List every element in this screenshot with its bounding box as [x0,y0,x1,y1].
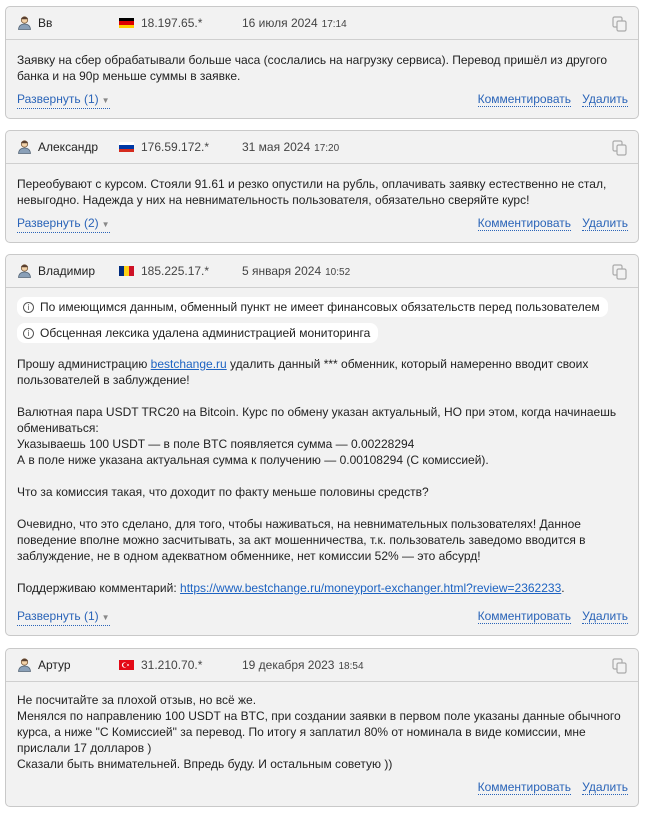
user-icon [17,15,32,30]
review-footer [17,780,628,796]
comment-link[interactable]: Комментировать [477,92,571,106]
info-icon: i [23,302,34,313]
delete-link[interactable]: Удалить [582,216,628,230]
user-icon [17,263,32,278]
author-name: Александр [38,140,99,154]
copy-icon[interactable] [612,140,628,156]
notice-badge: i Обсценная лексика удалена администрацией мониторинга [17,323,378,343]
review-date: 31 мая 2024 17:20 [242,140,340,154]
review-card [5,130,639,243]
review-link[interactable]: https://www.bestchange.ru/moneyport-exchanger.html?review=2362233 [180,581,562,595]
review-text: i По имеющимся данным, обменный пункт не имеет финансовых обязательств перед пользователем i Обсценная лексика удалена администрацией мониторинга Прошу администрацию bestchange.ru удалить данный *** обменник, который намеренно вводит своих пользователей в заблуждение! Валютная пара USDT TRC20 на Bitcoin. Курс по обмену указан актуальный, НО при этом, когда начинаешь обмениваться: Указываешь 100 USDT — в поле BTC появляется сумма — 0.00228294 А в поле ниже указана актуальная сумма к получению — 0.00108294 (С комиссией). Что за комиссия такая, что доходит по факту меньше половины средств? Очевидно, что это сделано, для того, чтобы наживаться, на невнимательных пользователях! Данное поведение вполне можно засчитывать, за акт мошенничества, т.к. пользователь заведомо вводится в заблуждение, не в одном адекватном обменнике, нет комиссии 52% — это абсурд! Поддерживаю комментарий: https://www.bestchange.ru/moneyport-exchanger.html?review=2362233. [17,297,628,596]
author-name: Артур [38,658,71,672]
review-footer [17,609,628,625]
review-time: 17:14 [321,19,347,30]
copy-icon[interactable] [612,658,628,674]
review-time: 18:54 [338,661,364,672]
copy-icon[interactable] [612,264,628,280]
user-icon [17,139,32,154]
author-name: Владимир [38,264,96,278]
review-footer [17,92,628,108]
author-ip: 31.210.70.* [141,658,203,672]
chevron-down-icon: ▼ [101,220,110,229]
delete-link[interactable]: Удалить [582,780,628,794]
expand-replies-link[interactable]: Развернуть (1) ▼ [17,92,110,109]
romania-flag-icon [119,266,134,276]
review-header [6,7,638,40]
delete-link[interactable]: Удалить [582,92,628,106]
review-header [6,131,638,164]
germany-flag-icon [119,18,134,28]
review-text: Переобувают с курсом. Стояли 91.61 и резко опустили на рубль, оплачивать заявку естественно не стал, невыгодно. Надежда у них на невнимательность пользователя, обязательно сверяйте курс! [17,177,607,207]
review-time: 17:20 [314,143,340,154]
author-ip: 185.225.17.* [141,264,210,278]
review-date: 19 декабря 2023 18:54 [242,658,364,672]
expand-replies-link[interactable]: Развернуть (2) ▼ [17,216,110,233]
comment-link[interactable]: Комментировать [477,216,571,230]
review-card [5,648,639,807]
info-icon: i [23,328,34,339]
review-date: 5 января 2024 10:52 [242,264,351,278]
review-header [6,649,638,682]
author-name: Вв [38,16,53,30]
notice-badge: i По имеющимся данным, обменный пункт не имеет финансовых обязательств перед пользователем [17,297,608,317]
chevron-down-icon: ▼ [101,96,110,105]
chevron-down-icon: ▼ [101,613,110,622]
review-date: 16 июля 2024 17:14 [242,16,347,30]
review-text: Не посчитайте за плохой отзыв, но всё же. Менялся по направлению 100 USDT на BTC, при создании заявки в первом поле указаны данные обычного курса, а ниже "С Комиссией" за перевод. По итогу я заплатил 80% от номинала в виде комиссии, мне прислали 17 долларов ) Сказали быть внимательней. Впредь буду. И остальным советую )) [17,693,621,771]
expand-replies-link[interactable]: Развернуть (1) ▼ [17,609,110,626]
comment-link[interactable]: Комментировать [477,609,571,623]
russia-flag-icon [119,142,134,152]
copy-icon[interactable] [612,16,628,32]
comment-link[interactable]: Комментировать [477,780,571,794]
review-text: Заявку на сбер обрабатывали больше часа (сослались на нагрузку сервиса). Перевод пришёл из другого банка и на 90р меньше суммы в заявке. [17,53,608,83]
review-card [5,254,639,636]
review-header [6,255,638,288]
review-card [5,6,639,119]
author-ip: 18.197.65.* [141,16,203,30]
review-footer [17,216,628,232]
bestchange-link[interactable]: bestchange.ru [150,357,227,371]
review-time: 10:52 [325,267,351,278]
turkey-flag-icon [119,660,134,670]
delete-link[interactable]: Удалить [582,609,628,623]
user-icon [17,657,32,672]
author-ip: 176.59.172.* [141,140,210,154]
